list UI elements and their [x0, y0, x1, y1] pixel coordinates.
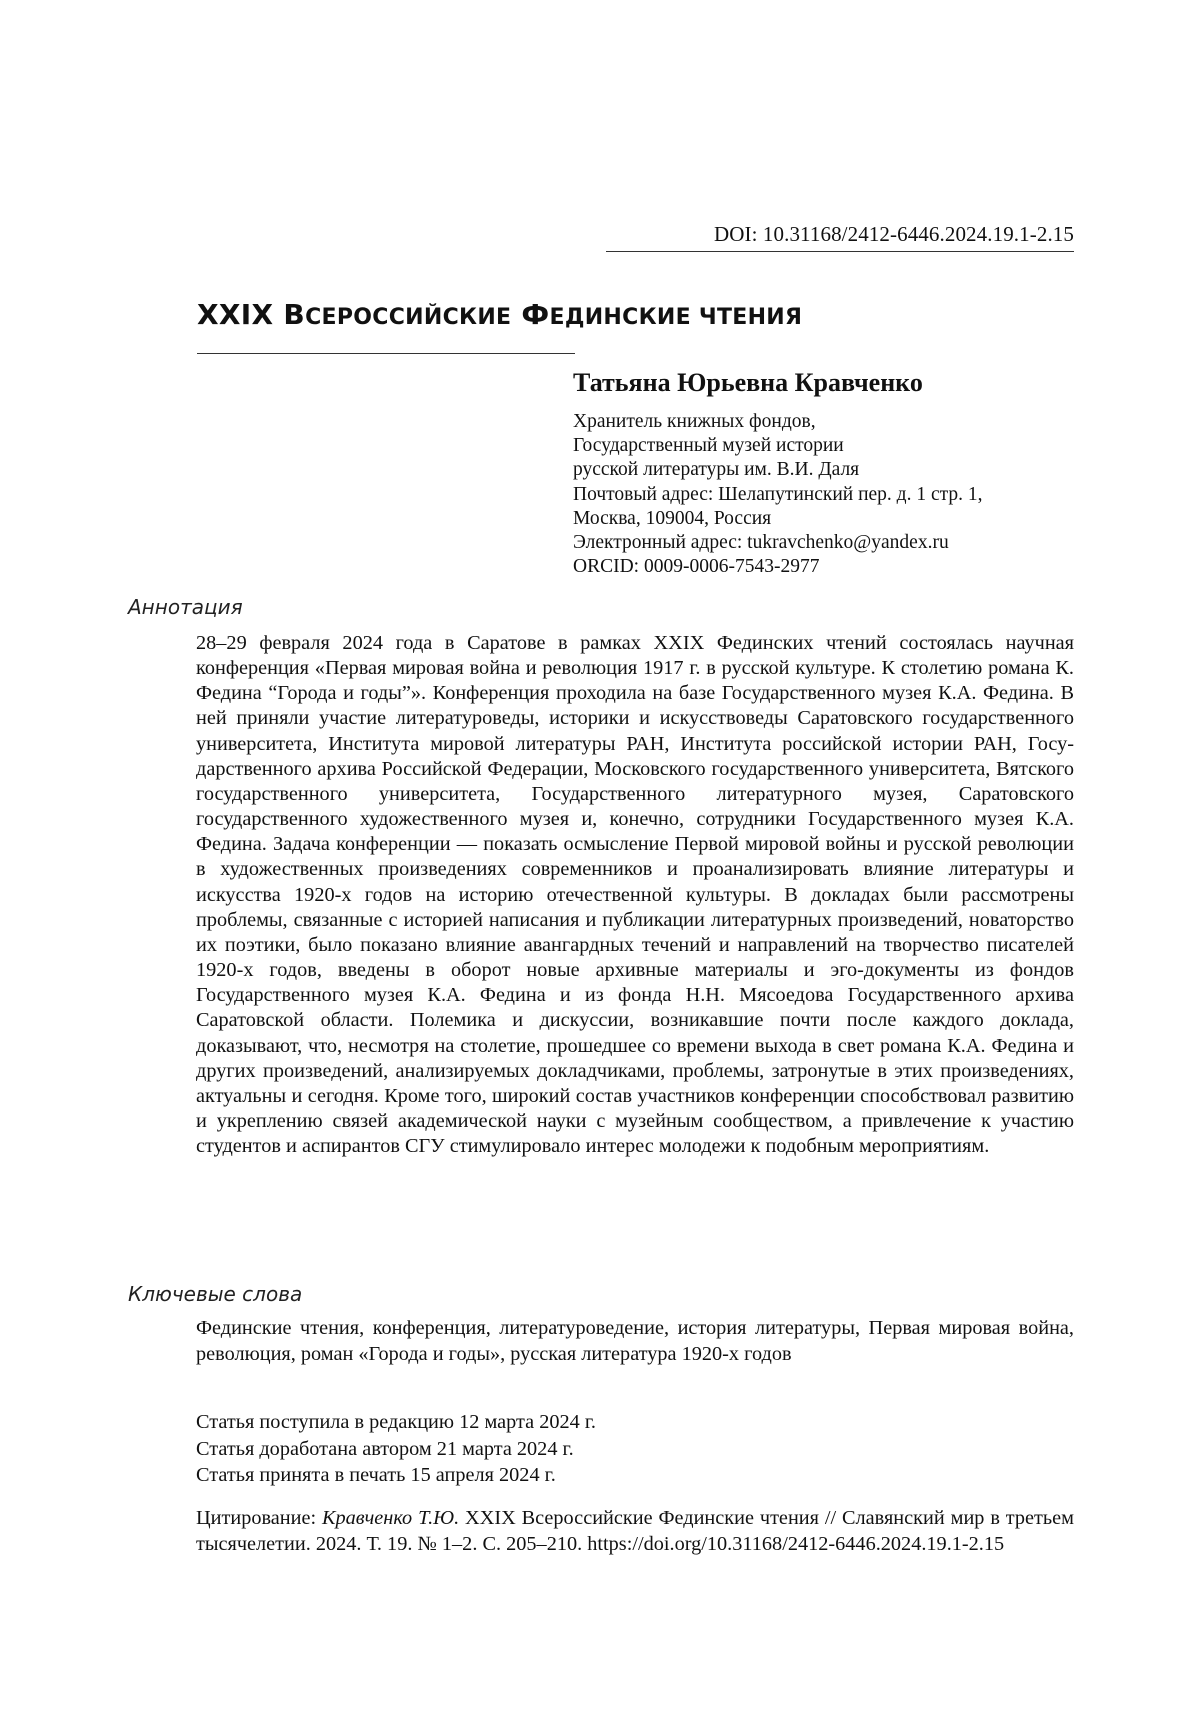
keywords-text: Фединские чтения, конференция, литературоведение, история литературы, Первая мировая война, революция, роман «Города и годы», русская литература 1920-х годов — [196, 1317, 1074, 1365]
date-revised: Статья доработана автором 21 марта 2024 г. — [196, 1437, 574, 1460]
citation — [196, 1505, 1074, 1557]
affiliation-line: Государственный музей истории — [573, 435, 844, 457]
title-cap-2: Ф — [511, 298, 550, 331]
title-lead: XXIX В — [197, 298, 306, 331]
postal-address-line: Почтовый адрес: Шелапутинский пер. д. 1 стр. 1, — [573, 483, 983, 505]
postal-address-line: Москва, 109004, Россия — [573, 507, 772, 529]
citation-reference: XXIX Всероссийские Фединские чтения // Славянский мир в третьем тысячелетии. 2024. Т. 19. № 1–2. С. 205–210. https://doi.org/10.31168/2412-6446.2024.19.1-2.15 — [196, 1507, 1074, 1555]
title-smallcaps-1: СЕРОССИЙСКИЕ — [305, 305, 512, 330]
orcid-line: ORCID: 0009-0006-7543-2977 — [573, 556, 820, 578]
citation-prefix: Цитирование: — [196, 1507, 323, 1529]
email-line: Электронный адрес: tukravchenko@yandex.ru — [573, 532, 949, 554]
date-accepted: Статья принята в печать 15 апреля 2024 г. — [196, 1464, 556, 1486]
doi-header — [606, 222, 1074, 252]
article-title — [197, 298, 802, 331]
submission-dates — [196, 1409, 1074, 1489]
affiliation-line: Хранитель книжных фондов, — [573, 411, 816, 432]
title-smallcaps-2: ЕДИНСКИЕ ЧТЕНИЯ — [549, 305, 803, 330]
citation-author: Кравченко Т.Ю. — [322, 1507, 460, 1529]
author-name: Татьяна Юрьевна Кравченко — [573, 368, 923, 397]
doi-text: DOI: 10.31168/2412-6446.2024.19.1-2.15 — [714, 222, 1074, 246]
keywords-heading: Ключевые слова — [128, 1282, 303, 1306]
author-block — [573, 368, 1083, 579]
date-received: Статья поступила в редакцию 12 марта 2024 г. — [196, 1411, 596, 1433]
abstract-heading: Аннотация — [128, 595, 243, 619]
abstract-text: 28–29 февраля 2024 года в Саратове в рамках XXIX Фединских чтений состоялась научная конференция «Первая мировая война и революция 1917 г. в русской культуре. К столетию романа К. Федина “Города и годы”». Конференция проходила на базе Государственного музея К.А. Федина. В ней приняли участие литературоведы, историки и искусствоведы Саратовского государственного университета, Института мировой литературы РАН, Института российской истории РАН, Государственного архива Российской Федерации, Московского государственного университета, Вятского государственного университета, Государственного литературного музея, Саратовского государственного художественного музея и, конечно, сотрудники Государственного музея К.А. Федина. Задача конференции — показать осмысление Первой мировой войны и русской революции в художественных произведениях современников и проанализировать влияние литературы и искусства 1920-х годов на историю отечественной культуры. В докладах были рассмотрены проблемы, связанные с историей написания и публикации литературных произведений, новаторство их поэтики, было показано влияние авангардных течений и направлений на творчество писателей 1920-х годов, введены в оборот новые архивные материалы и эго-документы из фондов Государственного музея К.А. Федина и из фонда Н.Н. Мясоедова Государственного архива Саратовской области. Полемика и дискуссии, возникавшие почти после каждого доклада, доказывают, что, несмотря на столетие, прошедшее со времени выхода в свет романа К.А. Федина и других произведений, анализируемых докладчиками, проблемы, затронутые в этих произведениях, актуальны и сегодня. Кроме того, широкий состав участников конференции способствовал развитию и укреплению связей академической науки с музейным сообществом, а привлечение к участию студентов и аспирантов СГУ стимулировало интерес молодежи к подобным мероприятиям. — [196, 632, 1074, 1158]
title-underline — [197, 353, 575, 354]
affiliation-line: русской литературы им. В.И. Даля — [573, 459, 860, 481]
